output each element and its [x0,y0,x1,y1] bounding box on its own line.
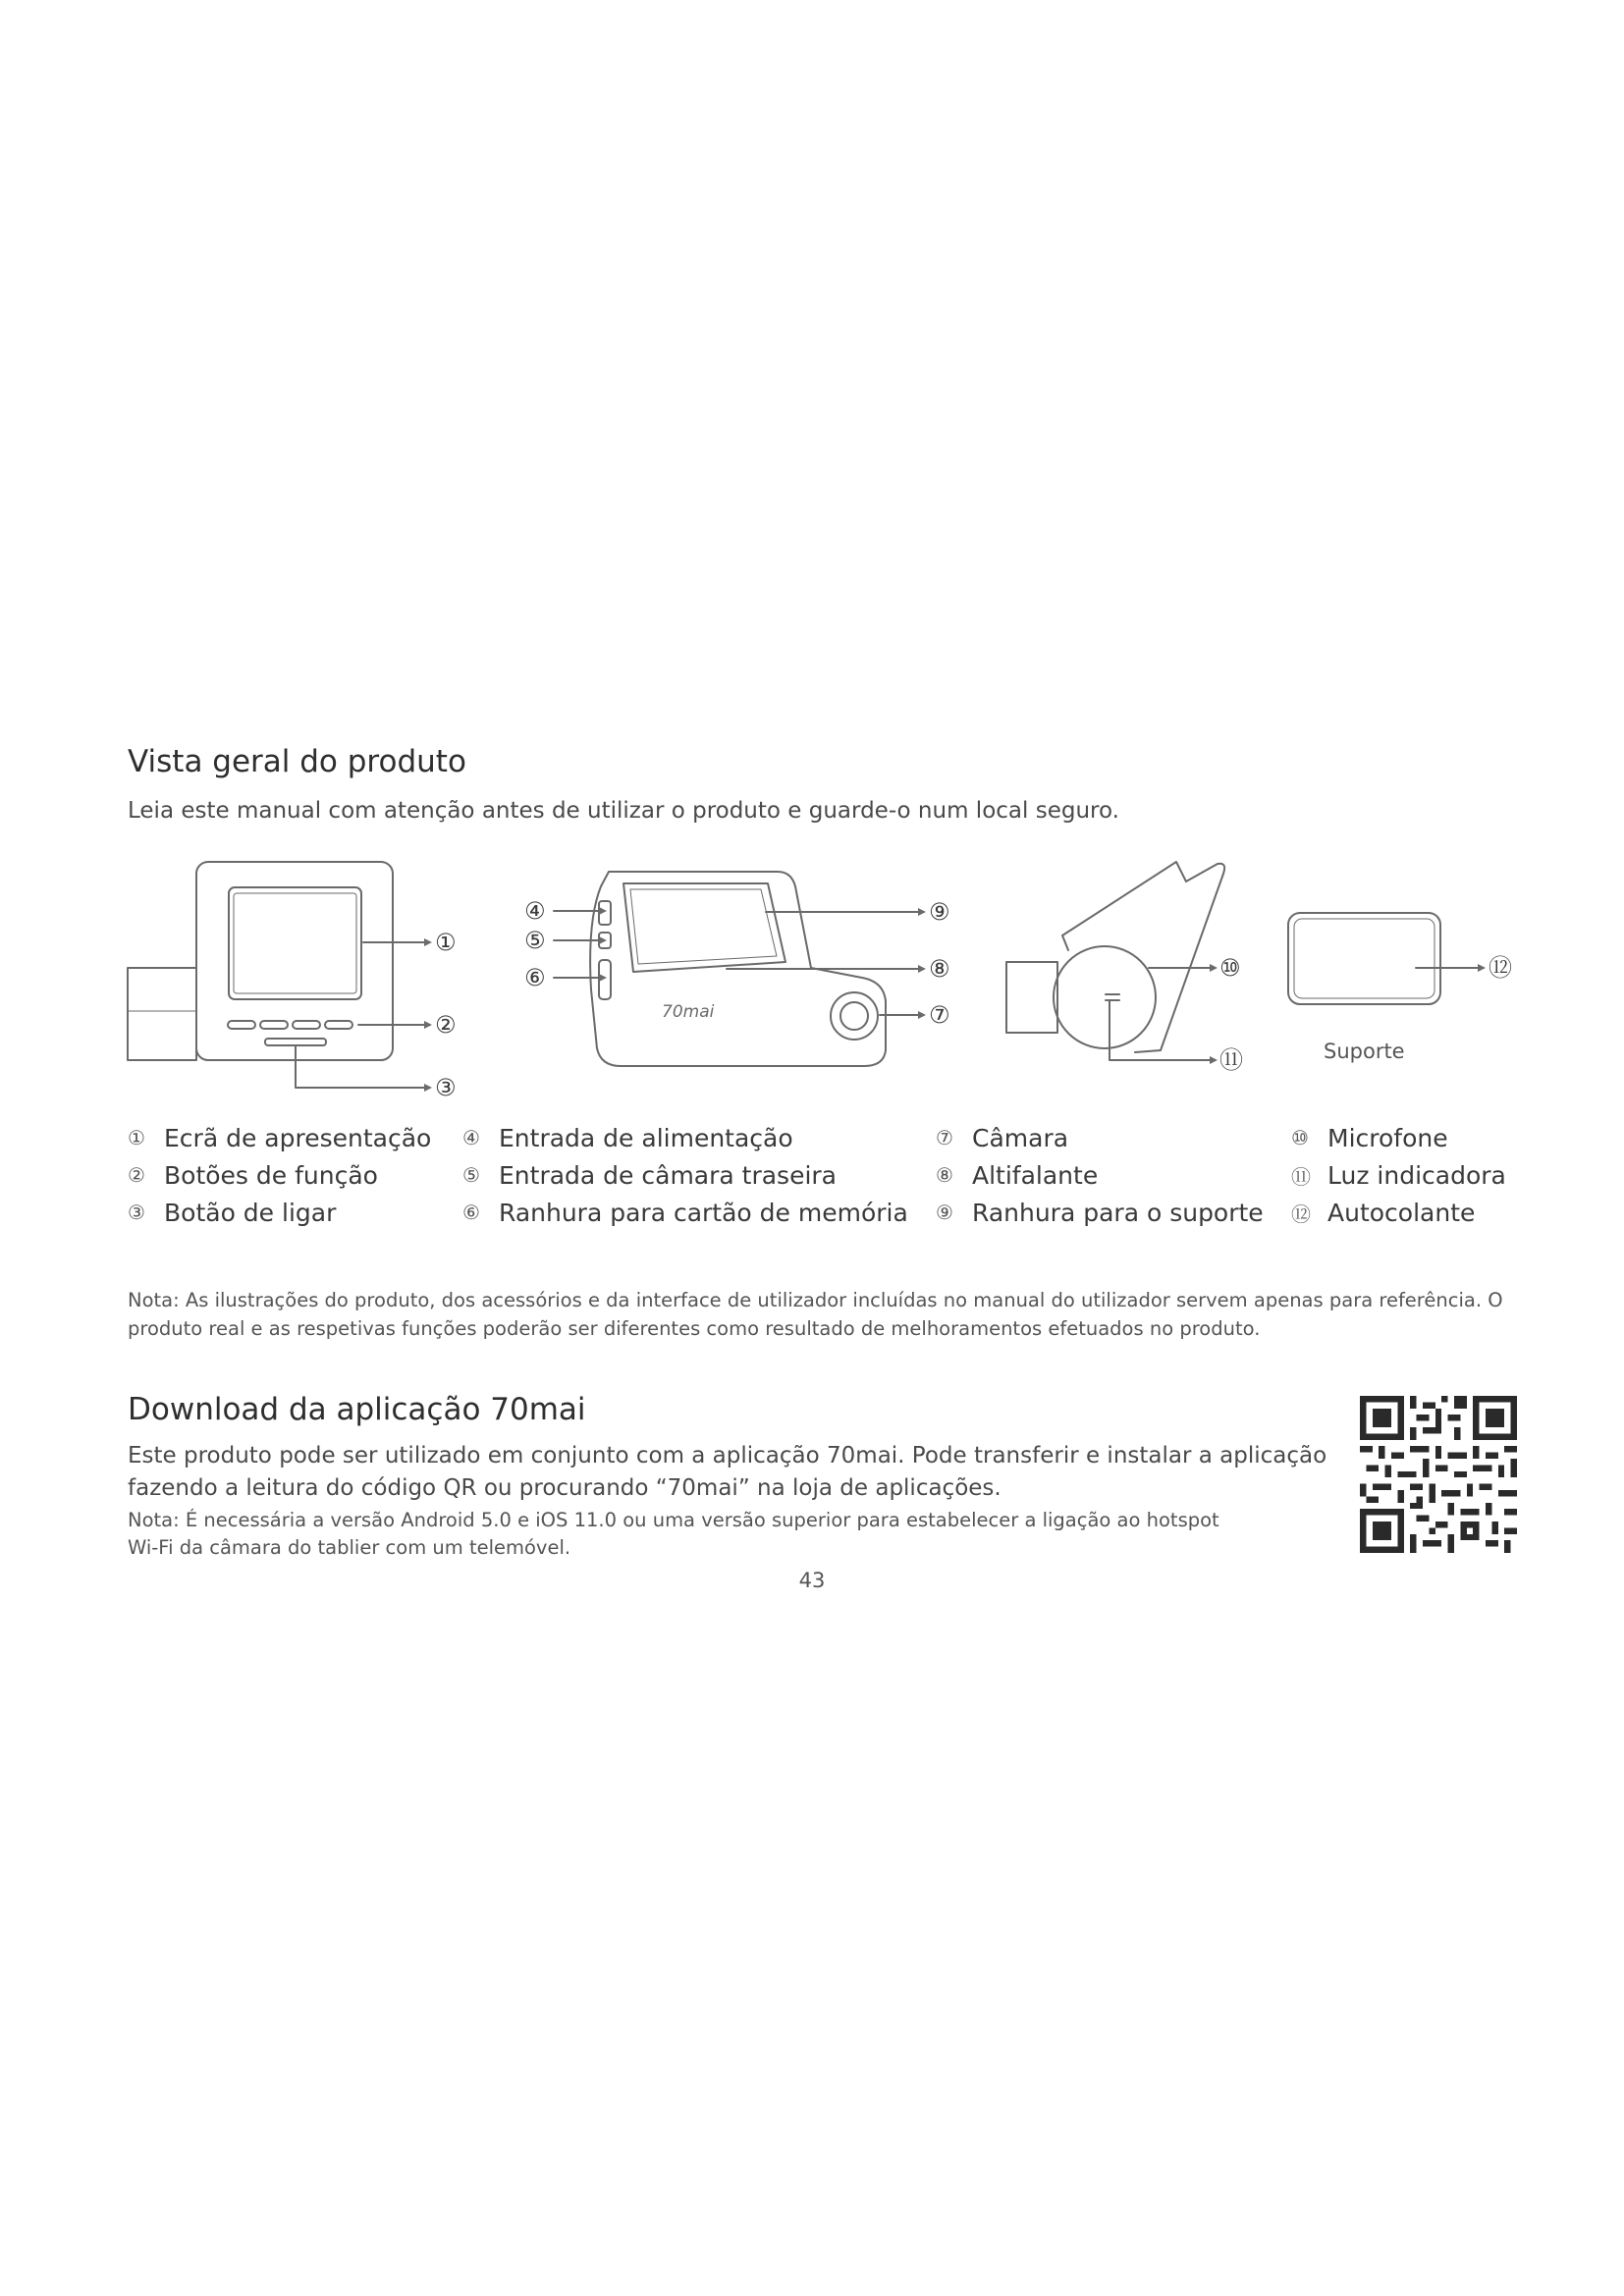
download-note-line-1: Nota: É necessária a versão Android 5.0 e iOS 11.0 ou uma versão superior para estabelecer a ligação ao hotspot [128,1509,1219,1531]
download-body-line-1: Este produto pode ser utilizado em conjunto com a aplicação 70mai. Pode transferir e instalar a aplicação [128,1443,1327,1468]
legend-item [936,1119,1264,1156]
legend-item [128,1156,431,1194]
legend-column-3 [936,1119,1264,1231]
legend-item [128,1119,431,1156]
callout-1: ① [435,929,457,956]
legend-number: ① [128,1126,145,1149]
legend-number: ⑨ [936,1201,953,1224]
overview-intro: Leia este manual com atenção antes de utilizar o produto e guarde-o num local seguro. [128,798,1119,824]
legend-number: ⑧ [936,1163,953,1187]
callout-11: ⑪ [1219,1046,1243,1074]
brand-mark: 70mai [662,1002,715,1022]
callout-8: ⑧ [929,955,950,983]
product-diagram [118,842,1532,1097]
legend-item [1291,1119,1506,1156]
legend-label: Altifalante [972,1160,1099,1190]
legend-number: ⑩ [1291,1126,1309,1149]
legend-item [1291,1194,1506,1231]
callout-10: ⑩ [1219,954,1241,982]
section-title-download: Download da aplicação 70mai [128,1392,586,1427]
legend-label: Ranhura para o suporte [972,1198,1264,1227]
legend-label: Botão de ligar [164,1198,337,1227]
mount-label: Suporte [1324,1040,1405,1063]
callout-7: ⑦ [929,1001,950,1029]
callout-2: ② [435,1011,457,1039]
sticker-outline [1288,913,1440,1004]
legend-label: Ranhura para cartão de memória [499,1198,908,1227]
device-mount-view [1006,862,1224,1052]
legend-column-4 [1291,1119,1506,1231]
legend-item [128,1194,431,1231]
legend-item [462,1119,908,1156]
callout-5: ⑤ [524,927,546,954]
legend-label: Botões de função [164,1160,378,1190]
legend-label: Câmara [972,1123,1069,1152]
legend-number: ② [128,1163,145,1187]
legend-label: Ecrã de apresentação [164,1123,432,1152]
legend-item [1291,1156,1506,1194]
product-illustrations [118,842,1532,1097]
legend-number: ⑪ [1291,1164,1311,1189]
legend-column-1 [128,1119,431,1231]
qr-code [1360,1396,1517,1553]
page-number: 43 [798,1569,826,1592]
callout-9: ⑨ [929,898,950,926]
legend-item [936,1156,1264,1194]
legend-item [936,1194,1264,1231]
legend-label: Entrada de alimentação [499,1123,793,1152]
legend-number: ⑥ [462,1201,480,1224]
legend-item [462,1156,908,1194]
legend-label: Microfone [1327,1123,1448,1152]
legend-label: Luz indicadora [1327,1160,1506,1190]
callout-6: ⑥ [524,964,546,991]
overview-note: Nota: As ilustrações do produto, dos acessórios e da interface de utilizador incluídas no manual do utilizador servem apenas para referência. O produto real e as respetivas funções poderão ser diferentes como resultado de melhoramentos efetuados no produto. [128,1289,1503,1340]
legend-label: Entrada de câmara traseira [499,1160,838,1190]
legend-label: Autocolante [1327,1198,1476,1227]
legend-number: ⑤ [462,1163,480,1187]
section-title-overview: Vista geral do produto [128,744,466,779]
legend-number: ④ [462,1126,480,1149]
callout-12: ⑫ [1489,954,1512,982]
legend-number: ⑦ [936,1126,953,1149]
device-front-view [128,862,393,1060]
legend-column-2 [462,1119,908,1231]
download-body-line-2: fazendo a leitura do código QR ou procurando “70mai” na loja de aplicações. [128,1475,1001,1501]
download-note-line-2: Wi-Fi da câmara do tablier com um telemóvel. [128,1536,571,1559]
legend-item [462,1194,908,1231]
legend-number: ⑫ [1291,1201,1311,1226]
legend-number: ③ [128,1201,145,1224]
callout-4: ④ [524,897,546,925]
callout-3: ③ [435,1074,457,1097]
